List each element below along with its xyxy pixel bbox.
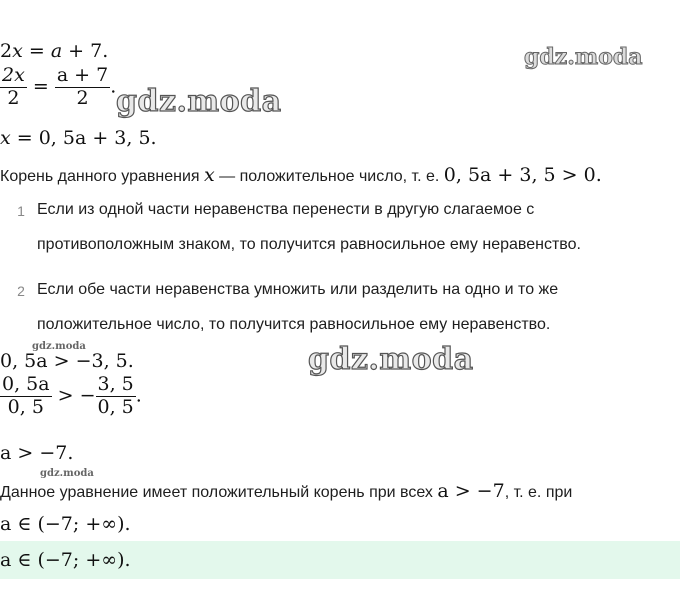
rule-1-line-1: Если из одной части неравенства перенести в другую слагаемое с [37,201,535,218]
equation-line-2: $\frac{2x}{2}$ = $\frac{a + 7}{2}$ . [2,64,117,109]
interval-line: a ∈ (−7; +∞). [0,513,131,535]
statement-text: Корень данного уравнения x — положительное число, т. е. 0, 5a + 3, 5 > 0. [0,164,602,186]
rule-2-line-1: Если обе части неравенства умножить или разделить на одно и то же [37,281,559,298]
rule-number-2: 2 [17,283,25,299]
watermark-top-right: gdz.moda [524,44,643,70]
fraction-rhs: $\frac{a + 7}{2}$ [56,64,109,109]
watermark-small-2: gdz.moda [40,468,94,479]
watermark-eq2: gdz.moda [116,84,282,119]
answer-text: a ∈ (−7; +∞). [0,549,131,571]
inequality-line-3: a > −7. [0,442,74,464]
equation-line-1: 2x = a + 7. [0,40,109,62]
rule-1-line-2: противоположным знаком, то получится равносильное ему неравенство. [37,236,581,253]
watermark-small-1: gdz.moda [32,341,86,352]
inequality-line-2: $\frac{0, 5a}{0, 5}$ > − $\frac{3, 5}{0, 5}$ . [2,373,142,418]
equation-line-3: x = 0, 5a + 3, 5. [0,127,157,149]
fraction-lhs: $\frac{2x}{2}$ [2,64,25,109]
conclusion-text: Данное уравнение имеет положительный корень при всех a > −7, т. е. при [0,480,573,502]
fraction-rhs-2: $\frac{3, 5}{0, 5}$ [97,373,134,418]
watermark-middle: gdz.moda [308,342,474,377]
inequality-line-1: 0, 5a > −3, 5. [0,350,134,372]
fraction-lhs-2: $\frac{0, 5a}{0, 5}$ [2,373,50,418]
rule-number-1: 1 [17,203,25,219]
rule-2-line-2: положительное число, то получится равносильное ему неравенство. [37,316,551,333]
